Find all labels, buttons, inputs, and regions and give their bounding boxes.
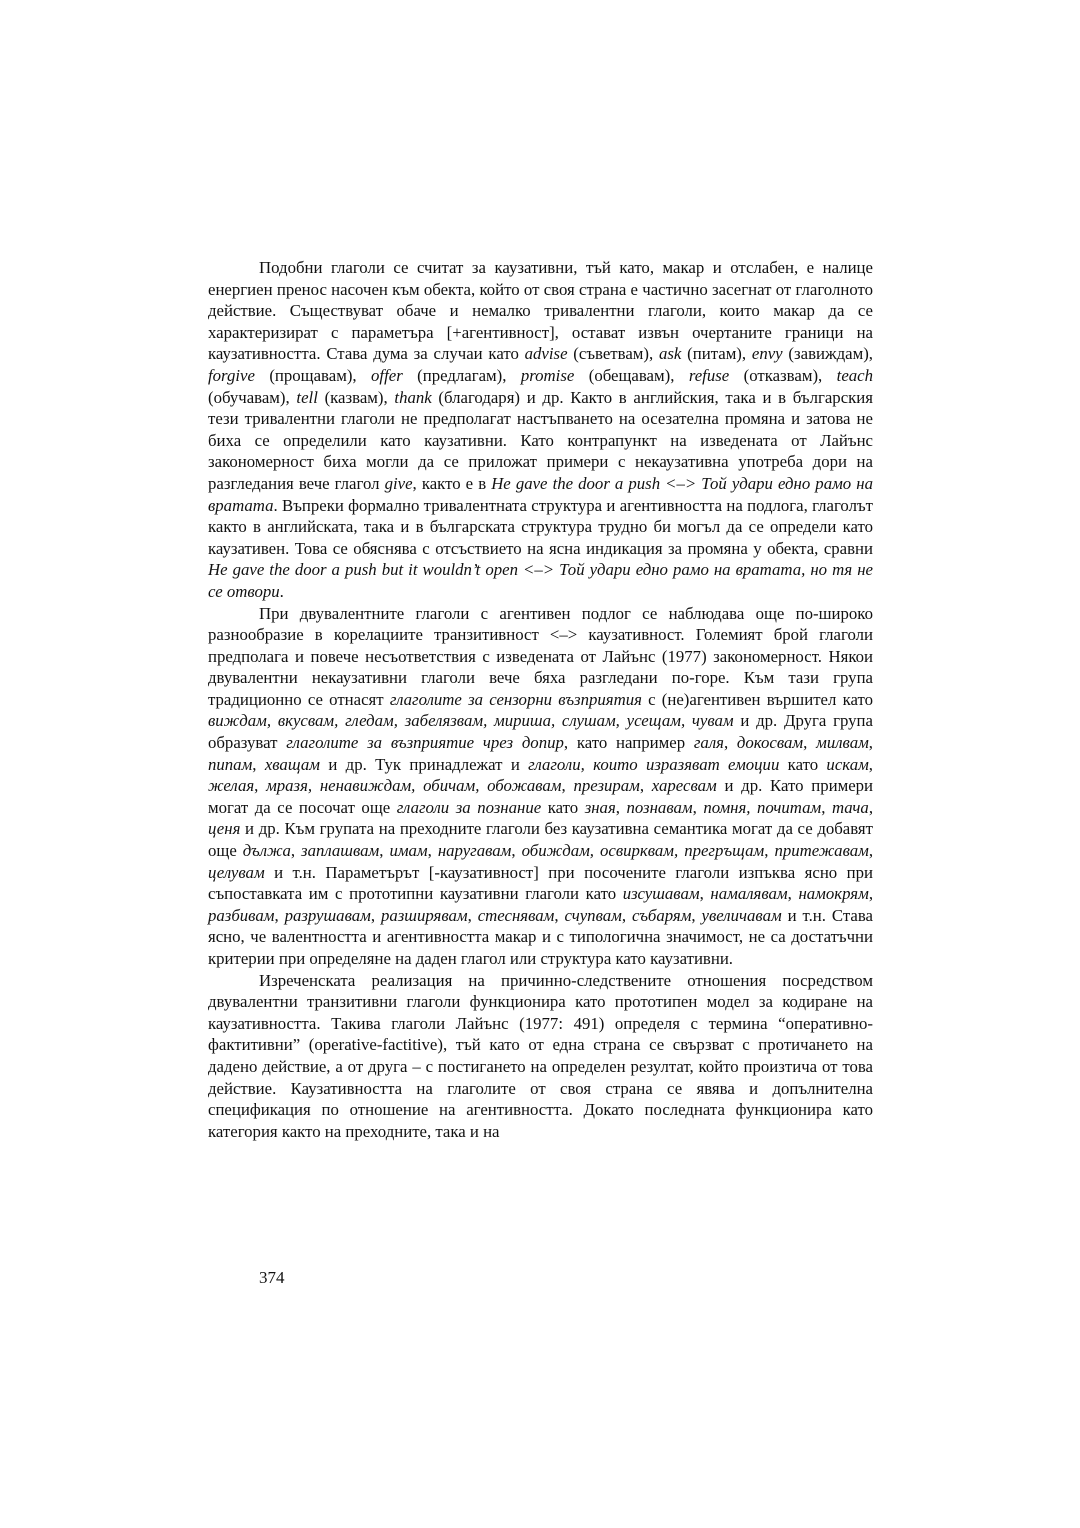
italic-run: счупвам xyxy=(564,905,622,925)
italic-run: събарям xyxy=(631,905,692,925)
text-run: (обучавам), xyxy=(208,387,297,407)
italic-run: разрушавам xyxy=(284,905,371,925)
italic-run: advise xyxy=(524,344,568,364)
text-run: , xyxy=(868,841,874,861)
text-run: и т.н. Става ясно, че валентността и агентивността макар и с типологична значимост, не са достатъчни критерии при определяне на даден глагол или структура като каузативни. xyxy=(208,905,874,968)
italic-run: teach xyxy=(836,365,873,385)
italic-run: помня, почитам xyxy=(703,797,822,817)
italic-run: познавам xyxy=(626,797,693,817)
italic-run: offer xyxy=(371,365,403,385)
italic-run: обиждам, освирквам, прегръщам xyxy=(521,841,765,861)
text-run: (благодаря) и др. Както в английския, така и в българския тези тривалентни глаголи не предполагат настъпването на осезателна промяна и затова не биха се определили като каузативни. Като контрапункт на изведената от Лайънс закономерност биха могли да се приложат примери с некаузативна употреба дори на разгледания вече глагол xyxy=(208,387,873,493)
text-run: и др. Като примери могат да се посочат още xyxy=(208,776,874,817)
italic-run: глаголите за сензорни възприятия xyxy=(389,689,642,709)
text-run: Изреченската реализация на причинно-следствените отношения посредством двувалентни транзитивни глаголи функционира като прототипен модел за кодиране на каузативността. Такива глаголи Лайънс (1977: 491) определя с термина “оперативно-фактитивни” (operative-factitive), тъй като от една страна се свързват с протичането на дадено действие, а от друга – с постигането на определен резултат, който произтича от това действие. Каузативността на глаголите от своя страна се явява и допълнителна спецификация по отношение на агентивността. Докато последната функционира като категория както на преходните, така и на xyxy=(208,970,873,1141)
text-run: , xyxy=(639,776,652,796)
text-run: и т.н. Параметърът [-каузативност] при посочените глаголи изпъква ясно при съпоставката им с прототипни каузативни глаголи като xyxy=(208,862,873,904)
italic-run: желая xyxy=(208,776,255,796)
italic-run: харесвам xyxy=(651,776,717,796)
italic-run: thank xyxy=(394,387,432,407)
text-run: (казвам), xyxy=(317,387,395,407)
italic-run: милвам xyxy=(816,733,869,753)
text-run: , xyxy=(621,905,632,925)
text-run: , xyxy=(615,797,627,817)
italic-run: намалявам xyxy=(710,884,788,904)
text-run: , xyxy=(290,841,302,861)
italic-run: ценя xyxy=(208,819,241,839)
italic-run: заплашвам xyxy=(301,841,380,861)
italic-run: тача xyxy=(831,797,869,817)
italic-run: give xyxy=(384,473,413,493)
italic-run: докосвам xyxy=(736,733,804,753)
italic-run: forgive xyxy=(208,365,255,385)
text-run: (съветвам), xyxy=(567,344,659,364)
italic-run: дължа xyxy=(242,841,291,861)
text-run: (завиждам), xyxy=(782,344,873,364)
text-run: (питам), xyxy=(681,344,752,364)
text-run: с (не)агентивен вършител като xyxy=(641,689,873,709)
body-text xyxy=(208,257,873,1142)
text-run: (прощавам), xyxy=(254,365,372,385)
text-run: , xyxy=(764,841,775,861)
text-run: , xyxy=(427,841,438,861)
text-run: При двувалентните глаголи с агентивен подлог се наблюдава още по-широко разнообразие в корелациите транзитивност <–> каузативност. Големият брой глаголи предполага и повече несъответствия с изведената от Лайънс (1977) закономерност. Някои двувалентни некаузативни глаголи вече бяха разгледани по-горе. Към тази група традиционно се отнасят xyxy=(208,603,873,709)
italic-run: refuse xyxy=(688,365,730,385)
text-run: (отказвам), xyxy=(729,365,837,385)
text-run: (предлагам), xyxy=(402,365,521,385)
text-run: , xyxy=(467,905,478,925)
text-run: и др. Друга група образуват xyxy=(208,711,873,753)
italic-run: увеличавам xyxy=(701,905,782,925)
text-run: , xyxy=(691,905,702,925)
italic-run: искам xyxy=(826,754,869,774)
text-run: , както е в xyxy=(412,473,492,493)
italic-run: глаголи, които изразяват емоции xyxy=(528,754,780,774)
text-run: и др. Тук принадлежат и xyxy=(320,754,529,774)
text-run: , xyxy=(692,797,704,817)
italic-run: галя xyxy=(693,733,724,753)
italic-run: He gave the door a push but it wouldn’t open <–> Той удари едно рамо на вратата, но тя не се отвори xyxy=(208,560,873,601)
italic-run: ask xyxy=(658,344,682,364)
italic-run: promise xyxy=(520,365,575,385)
italic-run: целувам xyxy=(208,862,265,882)
text-run: , xyxy=(252,754,265,774)
italic-run: намокрям xyxy=(798,884,869,904)
italic-run: tell xyxy=(296,387,318,407)
text-run: . Въпреки формално тривалентната структура и агентивността на подлога, глаголът както в английската, така и в българската структура трудно би могъл да се определи като каузативен. Това се обяснява с отсъствието на ясна индикация за промяна у обекта, сравни xyxy=(208,495,873,558)
text-run: , xyxy=(561,776,574,796)
italic-run: разширявам xyxy=(380,905,468,925)
italic-run: envy xyxy=(751,344,783,364)
text-run: , xyxy=(379,841,390,861)
paragraph-1 xyxy=(208,257,873,603)
text-run: , xyxy=(868,733,873,753)
text-run: , xyxy=(787,884,799,904)
italic-run: презирам xyxy=(573,776,640,796)
paragraph-3 xyxy=(208,970,873,1143)
italic-run: виждам, вкусвам, гледам, забелязвам, мириша, слушам, усещам, чувам xyxy=(208,711,734,731)
text-run: , xyxy=(868,797,874,817)
text-run: , xyxy=(511,841,522,861)
text-run: , xyxy=(821,797,832,817)
text-run: , xyxy=(699,884,711,904)
italic-run: хващам xyxy=(264,754,321,774)
text-run: , xyxy=(723,733,737,753)
italic-run: изсушавам xyxy=(622,884,700,904)
text-run: , xyxy=(554,905,565,925)
page-number: 374 xyxy=(259,1268,285,1287)
text-run: и др. Към групата на преходните глаголи без каузативна семантика могат да се добавят още xyxy=(208,819,873,861)
text-run: , xyxy=(254,776,267,796)
text-run: (обещавам), xyxy=(574,365,689,385)
italic-run: глаголи за познание xyxy=(396,797,542,817)
italic-run: имам xyxy=(389,841,428,861)
text-run: , като например xyxy=(563,733,694,753)
text-run: , xyxy=(803,733,817,753)
italic-run: He gave the door a push <–> Той удари едно рамо на вратата xyxy=(208,473,873,515)
text-run: , xyxy=(868,754,873,774)
italic-run: зная xyxy=(584,797,616,817)
text-run: , xyxy=(868,884,874,904)
text-run: , xyxy=(274,905,285,925)
italic-run: наругавам xyxy=(437,841,512,861)
paragraph-2 xyxy=(208,603,873,970)
italic-run: притежавам xyxy=(774,841,869,861)
italic-run: мразя, ненавиждам, обичам, обожавам xyxy=(266,776,562,796)
text-run: Подобни глаголи се считат за каузативни, тъй като, макар и отслабен, е налице енергиен пренос насочен към обекта, който от своя страна е частично засегнат от глаголното действие. Съществуват обаче и немалко тривалентни глаголи, които макар да се характеризират с параметъра [+агентивност], остават извън очертаните граници на каузативността. Става дума за случаи като xyxy=(208,258,873,364)
text-run: като xyxy=(541,797,585,817)
italic-run: пипам xyxy=(208,754,253,774)
italic-run: разбивам xyxy=(208,905,275,925)
text-run: като xyxy=(779,754,827,774)
text-run: . xyxy=(279,581,284,601)
italic-run: стеснявам xyxy=(477,905,555,925)
text-run: , xyxy=(370,905,381,925)
italic-run: глаголите за възприятие чрез допир xyxy=(286,733,564,753)
